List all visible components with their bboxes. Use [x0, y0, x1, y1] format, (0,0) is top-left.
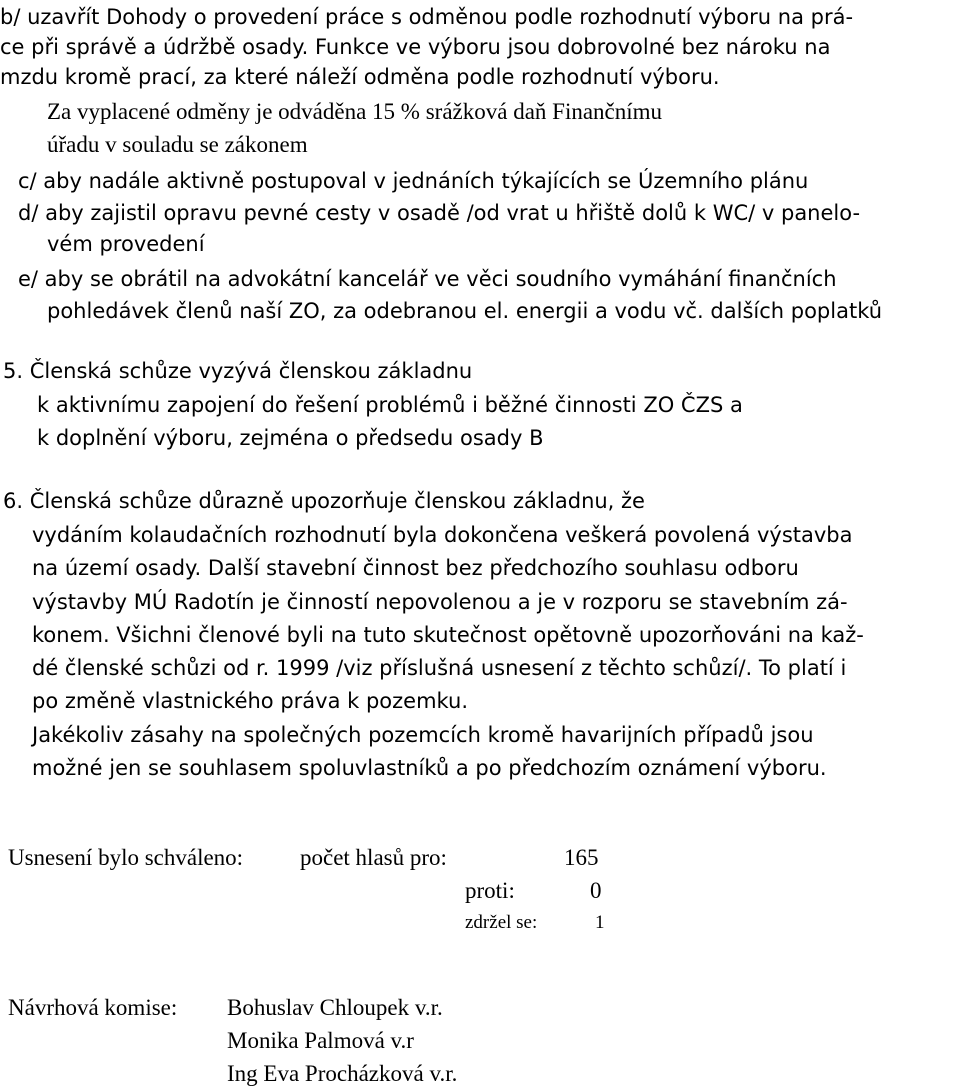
- vote-against-value: 0: [590, 878, 602, 903]
- vote-abstain-label: zdržel se:: [465, 912, 538, 933]
- section-b-line-5: úřadu v souladu se zákonem: [47, 132, 308, 157]
- item-5-line-1: 5. Členská schůze vyzývá členskou základnu: [3, 359, 473, 383]
- vote-against-label: proti:: [465, 878, 515, 903]
- item-6-line-2: vydáním kolaudačních rozhodnutí byla dokončena veškerá povolená výstavba: [32, 523, 853, 547]
- item-6-line-4: výstavby MÚ Radotín je činností nepovolenou a je v rozporu se stavebním zá-: [32, 590, 848, 614]
- section-b-line-1: b/ uzavřít Dohody o provedení práce s odměnou podle rozhodnutí výboru na prá-: [0, 5, 854, 29]
- commission-member-1: Bohuslav Chloupek v.r.: [227, 995, 443, 1020]
- item-6-line-9: možné jen se souhlasem spoluvlastníků a po předchozím oznámení výboru.: [32, 756, 827, 780]
- section-d-line-2: vém provedení: [47, 232, 205, 256]
- commission-member-2: Monika Palmová v.r: [227, 1028, 414, 1053]
- item-6-line-6: dé členské schůzi od r. 1999 /viz příslušná usnesení z těchto schůzí/. To platí i: [32, 656, 847, 680]
- vote-intro: Usnesení bylo schváleno:: [8, 845, 244, 870]
- vote-abstain-value: 1: [595, 912, 605, 933]
- item-6-line-7: po změně vlastnického práva k pozemku.: [32, 689, 469, 713]
- section-b-line-2: ce při správě a údržbě osady. Funkce ve výboru jsou dobrovolné bez nároku na: [0, 35, 831, 59]
- item-6-line-1: 6. Členská schůze důrazně upozorňuje členskou základnu, že: [3, 489, 645, 513]
- vote-for-value: 165: [564, 845, 599, 870]
- item-5-line-3: k doplnění výboru, zejména o předsedu osady B: [37, 426, 544, 450]
- item-6-line-3: na území osady. Další stavební činnost bez předchozího souhlasu odboru: [32, 556, 799, 580]
- section-c-line-1: c/ aby nadále aktivně postupoval v jednáních týkajících se Územního plánu: [18, 169, 809, 193]
- commission-member-3: Ing Eva Procházková v.r.: [227, 1061, 458, 1086]
- section-b-line-3: mzdu kromě prací, za které náleží odměna podle rozhodnutí výboru.: [0, 65, 720, 89]
- item-6-line-5: konem. Všichni členové byli na tuto skutečnost opětovně upozorňováni na kaž-: [32, 623, 864, 647]
- vote-for-label: počet hlasů pro:: [300, 845, 447, 870]
- item-5-line-2: k aktivnímu zapojení do řešení problémů i běžné činnosti ZO ČZS a: [37, 393, 743, 417]
- item-6-line-8: Jakékoliv zásahy na společných pozemcích kromě havarijních případů jsou: [32, 723, 814, 747]
- section-b-line-4: Za vyplacené odměny je odváděna 15 % srážková daň Finančnímu: [47, 99, 663, 124]
- section-e-line-1: e/ aby se obrátil na advokátní kancelář ve věci soudního vymáhání finančních: [18, 267, 837, 291]
- section-e-line-2: pohledávek členů naší ZO, za odebranou el. energii a vodu vč. dalších poplatků: [47, 299, 883, 323]
- commission-label: Návrhová komise:: [8, 995, 178, 1020]
- section-d-line-1: d/ aby zajistil opravu pevné cesty v osadě /od vrat u hřiště dolů k WC/ v panelo-: [18, 201, 861, 225]
